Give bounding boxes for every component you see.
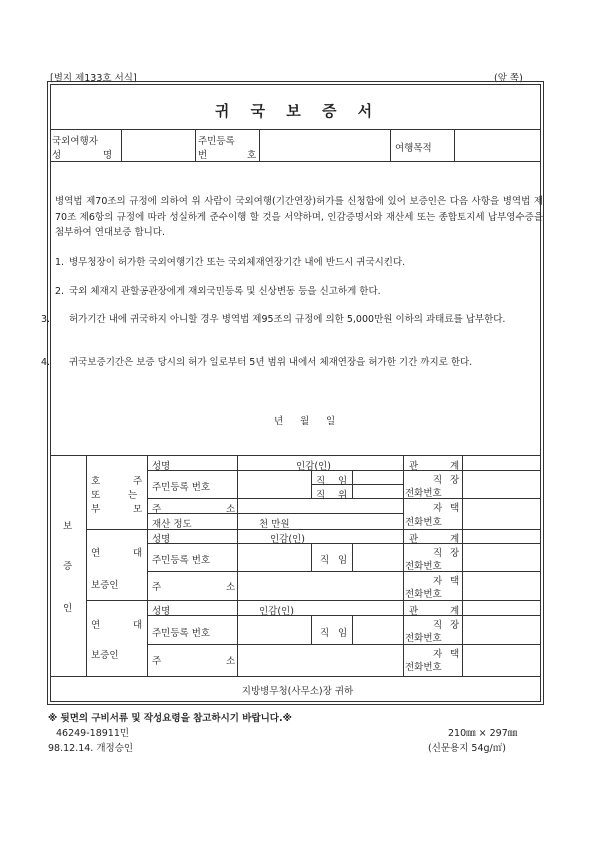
reg-no-field[interactable] [260, 130, 389, 160]
g1-label-d: 는 [128, 490, 138, 501]
g2-work-phone-a: 직 [433, 548, 443, 559]
g1-work-phone-c: 전화번호 [405, 488, 442, 499]
g1-home-phone-c: 전화번호 [405, 517, 442, 528]
g2-relation-b: 계 [450, 534, 460, 545]
g2-work-phone-b: 장 [450, 548, 460, 559]
g1-address-b: 소 [226, 504, 236, 515]
g2-label-b: 대 [133, 548, 143, 559]
traveler-name-field[interactable] [122, 130, 194, 160]
g1-reg-no-label: 주민등록 번호 [152, 482, 211, 493]
g3-seal-label: 인감(인) [259, 606, 294, 617]
g3-home-phone-a: 자 [433, 649, 443, 660]
g1-relation-a: 관 [409, 461, 419, 472]
footer-size: 210㎜ × 297㎜ [448, 728, 518, 739]
pledge-item-1: 1. 병무청장이 허가한 국외여행기간 또는 국외체재연장기간 내에 반드시 귀국시킨다. [55, 257, 406, 268]
g3-address-b: 소 [226, 656, 236, 667]
g3-home-phone-b: 택 [450, 649, 460, 660]
reg-no-label-b: 호 [247, 150, 257, 161]
g2-name-label: 성명 [152, 534, 171, 545]
g3-position-b: 임 [338, 628, 348, 639]
g1-title-b: 위 [338, 490, 348, 501]
g3-position-a: 직 [320, 628, 330, 639]
g3-home-phone-c: 전화번호 [405, 662, 442, 673]
g2-home-phone-c: 전화번호 [405, 589, 442, 600]
g2-address-b: 소 [226, 582, 236, 593]
pledge-item-4: 4. 귀국보증기간은 보증 당시의 허가 일로부터 5년 범위 내에서 체재연장을 허가한 기간 까지로 한다. [41, 357, 473, 368]
g3-work-phone-c: 전화번호 [405, 633, 442, 644]
g1-label-f: 모 [133, 504, 143, 515]
form-title: 귀 국 보 증 서 [214, 102, 381, 120]
footer-note: ※ 뒷면의 구비서류 및 작성요령을 참고하시기 바랍니다.※ [48, 713, 292, 724]
g1-work-phone-b: 장 [450, 475, 460, 486]
g1-name-label: 성명 [152, 461, 171, 472]
g1-home-phone-b: 택 [450, 503, 460, 514]
g1-property-label: 재산 정도 [152, 519, 192, 530]
g3-work-phone-b: 장 [450, 620, 460, 631]
g3-reg-no-label: 주민등록 번호 [152, 628, 211, 639]
pledge-item-3: 3. 허가기간 내에 귀국하지 아니할 경우 병역법 제95조의 규정에 의한 5,000만원 이하의 과태료를 납부한다. [41, 314, 506, 325]
addressee: 지방병무청(사무소)장 귀하 [241, 686, 354, 697]
footer-approval: 98.12.14. 개정승인 [48, 743, 134, 754]
form-inner-frame [41, 84, 541, 702]
g3-label-c: 보증인 [91, 650, 119, 661]
footer-paper: (신문용지 54g/㎡) [428, 743, 506, 754]
g1-title-a: 직 [316, 490, 326, 501]
reg-no-label-a: 번 [198, 150, 208, 161]
traveler-name-label-a: 성 [52, 150, 62, 161]
g3-label-b: 대 [133, 620, 143, 631]
traveler-name-label-b: 명 [103, 150, 113, 161]
g2-position-b: 임 [338, 555, 348, 566]
g1-label-c: 또 [91, 490, 101, 501]
g3-relation-a: 관 [409, 606, 419, 617]
g1-seal-label: 인감(인) [296, 461, 331, 472]
purpose-field[interactable] [455, 130, 540, 160]
g2-work-phone-c: 전화번호 [405, 561, 442, 572]
g2-home-phone-a: 자 [433, 576, 443, 587]
g3-address-a: 주 [152, 656, 162, 667]
date-month-label: 월 [300, 416, 310, 427]
reg-no-label: 주민등록 [198, 136, 235, 147]
g3-relation-b: 계 [450, 606, 460, 617]
g3-work-phone-a: 직 [433, 620, 443, 631]
g2-relation-a: 관 [409, 534, 419, 545]
date-year-label: 년 [274, 416, 284, 427]
g1-relation-b: 계 [450, 461, 460, 472]
g2-home-phone-b: 택 [450, 576, 460, 587]
guarantor-side-2: 증 [63, 561, 73, 572]
pledge-item-2: 2. 국외 체재지 관할공관장에게 재외국민등록 및 신상변동 등을 신고하게 한다. [55, 286, 381, 297]
g3-label-a: 연 [91, 620, 101, 631]
g1-work-phone-a: 직 [433, 475, 443, 486]
g1-position-b: 임 [338, 476, 348, 487]
g2-position-a: 직 [320, 555, 330, 566]
g1-home-phone-a: 자 [433, 503, 443, 514]
g1-position-a: 직 [316, 476, 326, 487]
g1-label-b: 주 [133, 476, 143, 487]
traveler-label: 국외여행자 [52, 136, 98, 147]
g3-name-label: 성명 [152, 606, 171, 617]
g1-address-a: 주 [152, 504, 162, 515]
g2-seal-label: 인감(인) [270, 534, 305, 545]
pledge-text: 병역법 제70조의 규정에 의하여 위 사람이 국외여행(기간연장)허가를 신청함에 있어 보증인은 다음 사항을 병역법 제70조 제6항의 규정에 따라 성실하게 준수이행 할 것을 서약하며, 인감증명서와 재산세 또는 종합토지세 납부영수증을 첨부하여 연대보증 합니다. [55, 196, 543, 238]
page-side: (앞 쪽) [494, 73, 523, 84]
form-number: [별지 제133호 서식] [50, 73, 137, 84]
g2-label-c: 보증인 [91, 580, 119, 591]
guarantor-side-1: 보 [63, 521, 73, 532]
date-day-label: 일 [326, 416, 336, 427]
g2-reg-no-label: 주민등록 번호 [152, 555, 211, 566]
g2-address-a: 주 [152, 582, 162, 593]
guarantor-side-3: 인 [63, 603, 73, 614]
purpose-label: 여행목적 [395, 143, 432, 154]
footer-code: 46249-18911민 [56, 728, 130, 739]
g2-label-a: 연 [91, 548, 101, 559]
g1-label-a: 호 [91, 476, 101, 487]
g1-label-e: 부 [91, 504, 101, 515]
g1-property-unit: 천 만원 [259, 519, 290, 530]
